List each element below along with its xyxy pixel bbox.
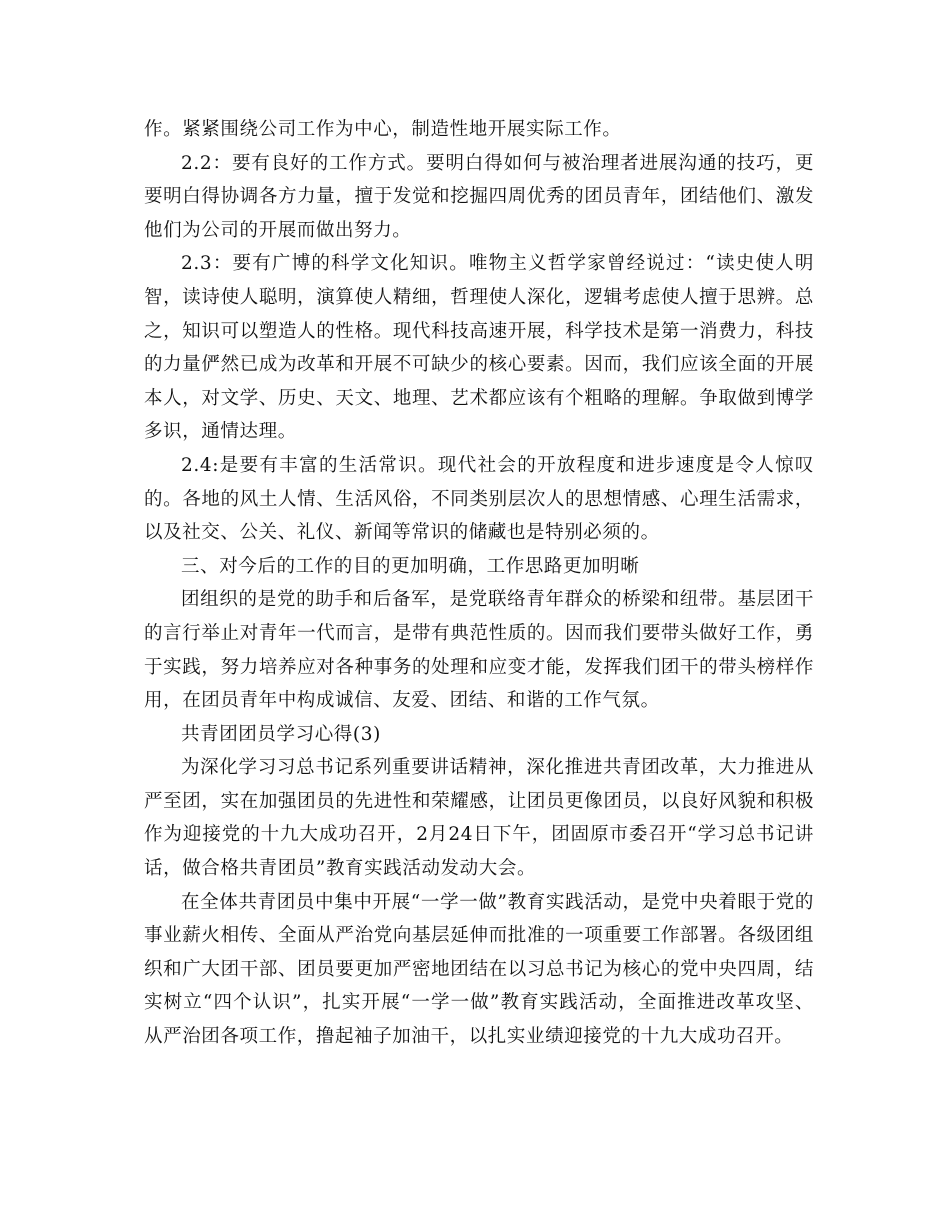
paragraph-2-3-knowledge: 2.3：要有广博的科学文化知识。唯物主义哲学家曾经说过：“读史使人明智，读诗使人聪明，演算使人精细，哲理使人深化，逻辑考虑使人擅于思辨。总之，知识可以塑造人的性格。现代科技高速开展，科学技术是第一消费力，科技的力量俨然已成为改革和开展不可缺少的核心要素。因而，我们应该全面的开展本人，对文学、历史、天文、地理、艺术都应该有个粗略的理解。争取做到博学多识，通情达理。 [144,253,814,443]
paragraph-education-practice: 在全体共青团员中集中开展“一学一做”教育实践活动，是党中央着眼于党的事业薪火相传、全面从严治党向基层延伸而批准的一项重要工作部署。各级团组织和广大团干部、团员要更加严密地团结在以习总书记为核心的党中央四周，结实树立“四个认识”，扎实开展“一学一做”教育实践活动，全面推进改革攻坚、从严治团各项工作，撸起袖子加油干，以扎实业绩迎接党的十九大成功召开。 [144,891,814,1048]
paragraph-2-4-life-knowledge: 2.4:是要有丰富的生活常识。现代社会的开放程度和进步速度是令人惊叹的。各地的风土人情、生活风俗，不同类别层次人的思想情感、心理生活需求，以及社交、公关、礼仪、新闻等常识的储藏也是特别必须的。 [144,454,814,544]
paragraph-league-organization: 团组织的是党的助手和后备军，是党联络青年群众的桥梁和纽带。基层团干的言行举止对青年一代而言，是带有典范性质的。因而我们要带头做好工作，勇于实践，努力培养应对各种事务的处理和应变才能，发挥我们团干的带头榜样作用，在团员青年中构成诚信、友爱、团结、和谐的工作气氛。 [144,589,814,712]
paragraph-2-2-work-method: 2.2：要有良好的工作方式。要明白得如何与被治理者进展沟通的技巧，更要明白得协调各方力量，擅于发觉和挖掘四周优秀的团员青年，团结他们、激发他们为公司的开展而做出努力。 [144,152,814,241]
article-title: 共青团团员学习心得(3) [181,723,381,745]
document-body [144,113,814,1054]
paragraph-continuation: 作。紧紧围绕公司工作为中心，制造性地开展实际工作。 [144,119,622,140]
section-heading-three: 三、对今后的工作的目的更加明确，工作思路更加明晰 [181,555,640,577]
paragraph-study-spirit: 为深化学习习总书记系列重要讲话精神，深化推进共青团改革，大力推进从严至团，实在加强团员的先进性和荣耀感，让团员更像团员，以良好风貌和积极作为迎接党的十九大成功召开，2月24日下午，团固原市委召开“学习总书记讲话，做合格共青团员”教育实践活动发动大会。 [144,757,814,880]
